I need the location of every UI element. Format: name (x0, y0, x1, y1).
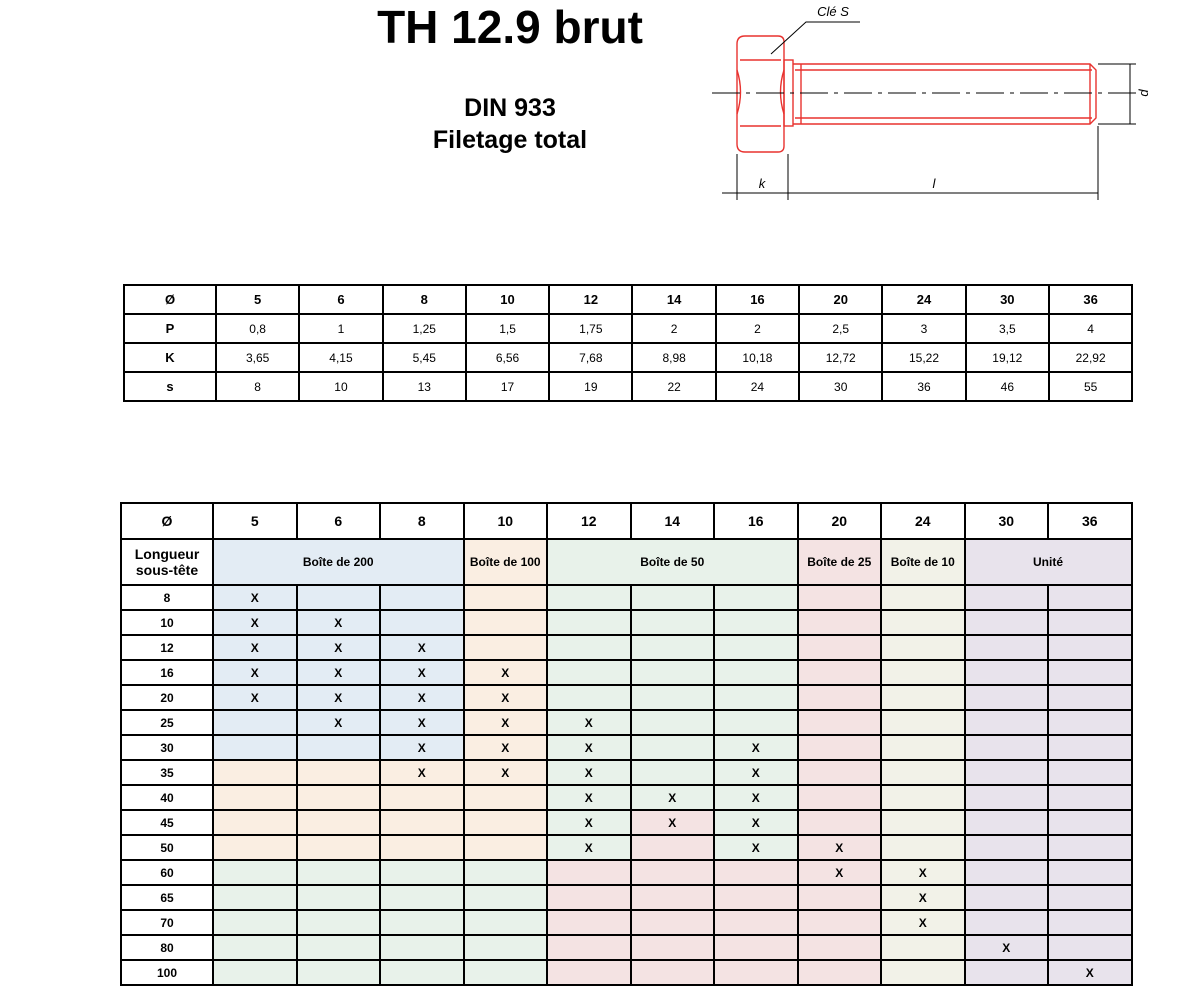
dimensions-table (123, 284, 1133, 402)
length-row (121, 685, 1132, 710)
availability-cell (798, 685, 882, 710)
length-cell: 50 (121, 835, 213, 860)
availability-cell (297, 835, 381, 860)
availability-cell (464, 910, 548, 935)
availability-cell (798, 710, 882, 735)
availability-cell (547, 610, 631, 635)
dimension-cell: 19 (549, 372, 632, 401)
availability-mark: X (714, 735, 798, 760)
availability-cell (297, 910, 381, 935)
availability-mark: X (631, 785, 715, 810)
length-cell: 70 (121, 910, 213, 935)
availability-cell (631, 910, 715, 935)
availability-cell (714, 585, 798, 610)
dimension-cell: 13 (383, 372, 466, 401)
dimension-cell: 20 (799, 285, 882, 314)
availability-mark: X (380, 685, 464, 710)
availability-cell (631, 885, 715, 910)
availability-cell (464, 635, 548, 660)
bolt-outline (737, 36, 1096, 152)
availability-cell (547, 910, 631, 935)
availability-mark: X (464, 760, 548, 785)
dimension-row-label: Ø (124, 285, 216, 314)
availability-mark: X (547, 835, 631, 860)
availability-cell (714, 685, 798, 710)
dimension-cell: 2,5 (799, 314, 882, 343)
availability-cell (631, 735, 715, 760)
availability-cell (213, 910, 297, 935)
availability-mark: X (297, 685, 381, 710)
length-cell: 100 (121, 960, 213, 985)
diameter-header-row (121, 503, 1132, 539)
availability-cell (881, 660, 965, 685)
availability-cell (631, 660, 715, 685)
availability-cell (213, 760, 297, 785)
dimension-cell: 4 (1049, 314, 1132, 343)
dimension-cell: 46 (966, 372, 1049, 401)
availability-cell (297, 960, 381, 985)
availability-cell (798, 735, 882, 760)
dimension-row-label: K (124, 343, 216, 372)
availability-mark: X (213, 610, 297, 635)
availability-cell (297, 935, 381, 960)
availability-cell (714, 910, 798, 935)
availability-mark: X (380, 635, 464, 660)
dimension-cell: 22 (632, 372, 715, 401)
availability-cell (798, 785, 882, 810)
dimension-cell: 24 (882, 285, 965, 314)
availability-cell (965, 710, 1049, 735)
availability-mark: X (380, 660, 464, 685)
length-header-label: Longueur sous-tête (121, 539, 213, 585)
packaging-row (121, 539, 1132, 585)
availability-cell (547, 885, 631, 910)
availability-cell (547, 635, 631, 660)
packaging-group: Boîte de 25 (798, 539, 882, 585)
length-row (121, 735, 1132, 760)
dimension-cell: 1,5 (466, 314, 549, 343)
availability-cell (965, 660, 1049, 685)
availability-cell (1048, 735, 1132, 760)
dimension-cell: 10,18 (716, 343, 799, 372)
dimension-cell: 36 (882, 372, 965, 401)
availability-mark: X (881, 860, 965, 885)
availability-cell (965, 860, 1049, 885)
availability-cell (881, 710, 965, 735)
availability-mark: X (213, 685, 297, 710)
dimension-cell: 19,12 (966, 343, 1049, 372)
availability-cell (380, 960, 464, 985)
availability-cell (380, 835, 464, 860)
availability-cell (881, 810, 965, 835)
availability-cell (714, 935, 798, 960)
availability-cell (1048, 860, 1132, 885)
dimension-row-label: P (124, 314, 216, 343)
length-cell: 25 (121, 710, 213, 735)
availability-cell (631, 585, 715, 610)
dimension-cell: 30 (966, 285, 1049, 314)
availability-cell (1048, 810, 1132, 835)
availability-mark: X (714, 835, 798, 860)
availability-cell (464, 585, 548, 610)
availability-cell (881, 735, 965, 760)
availability-cell (297, 585, 381, 610)
availability-mark: X (714, 810, 798, 835)
availability-cell (631, 835, 715, 860)
availability-cell (714, 660, 798, 685)
availability-cell (380, 785, 464, 810)
availability-cell (380, 810, 464, 835)
availability-cell (380, 610, 464, 635)
availability-mark: X (547, 710, 631, 735)
availability-cell (297, 760, 381, 785)
wrench-label: Clé S (817, 4, 849, 19)
packaging-group: Boîte de 10 (881, 539, 965, 585)
availability-cell (547, 960, 631, 985)
length-cell: 12 (121, 635, 213, 660)
availability-cell (881, 585, 965, 610)
availability-cell (213, 710, 297, 735)
availability-mark: X (464, 660, 548, 685)
availability-cell (798, 910, 882, 935)
availability-cell (965, 585, 1049, 610)
length-row (121, 960, 1132, 985)
availability-mark: X (213, 635, 297, 660)
availability-cell (380, 910, 464, 935)
availability-cell (1048, 760, 1132, 785)
dimension-cell: 22,92 (1049, 343, 1132, 372)
dimension-cell: 7,68 (549, 343, 632, 372)
thread-label: Filetage total (432, 126, 588, 154)
page-title: TH 12.9 brut (377, 1, 643, 53)
availability-cell (213, 785, 297, 810)
dimension-cell: 5 (216, 285, 299, 314)
diameter-header-cell: 10 (464, 503, 548, 539)
packaging-group: Boîte de 50 (547, 539, 798, 585)
dimension-cell: 8,98 (632, 343, 715, 372)
availability-cell (547, 935, 631, 960)
availability-mark: X (881, 885, 965, 910)
length-row (121, 610, 1132, 635)
availability-cell (464, 810, 548, 835)
availability-cell (1048, 610, 1132, 635)
availability-cell (297, 735, 381, 760)
dimension-row (124, 314, 1132, 343)
availability-cell (881, 635, 965, 660)
availability-cell (213, 935, 297, 960)
k-label: k (758, 176, 766, 191)
diameter-header-cell: 36 (1048, 503, 1132, 539)
dimension-cell: 14 (632, 285, 715, 314)
availability-cell (965, 910, 1049, 935)
dimension-cell: 4,15 (299, 343, 382, 372)
availability-cell (1048, 935, 1132, 960)
availability-cell (631, 760, 715, 785)
availability-cell (798, 585, 882, 610)
dimension-cell: 2 (632, 314, 715, 343)
length-row (121, 660, 1132, 685)
length-row (121, 935, 1132, 960)
availability-cell (1048, 885, 1132, 910)
availability-mark: X (297, 660, 381, 685)
availability-cell (1048, 835, 1132, 860)
length-cell: 16 (121, 660, 213, 685)
dimension-cell: 1 (299, 314, 382, 343)
availability-cell (965, 960, 1049, 985)
availability-cell (1048, 685, 1132, 710)
availability-cell (1048, 710, 1132, 735)
availability-cell (631, 635, 715, 660)
availability-cell (714, 885, 798, 910)
dimension-cell: 10 (466, 285, 549, 314)
availability-cell (714, 960, 798, 985)
availability-cell (213, 810, 297, 835)
availability-cell (631, 610, 715, 635)
dimension-cell: 12 (549, 285, 632, 314)
diameter-header-label: Ø (121, 503, 213, 539)
availability-cell (464, 935, 548, 960)
availability-cell (464, 835, 548, 860)
availability-cell (881, 935, 965, 960)
diameter-header-cell: 6 (297, 503, 381, 539)
dimension-cell: 3 (882, 314, 965, 343)
availability-cell (631, 710, 715, 735)
availability-cell (464, 610, 548, 635)
length-row (121, 810, 1132, 835)
packaging-group: Unité (965, 539, 1132, 585)
availability-mark: X (631, 810, 715, 835)
subtitle (380, 92, 640, 156)
availability-mark: X (380, 735, 464, 760)
availability-mark: X (798, 835, 882, 860)
length-row (121, 785, 1132, 810)
availability-mark: X (380, 710, 464, 735)
availability-mark: X (965, 935, 1049, 960)
dimension-cell: 1,25 (383, 314, 466, 343)
availability-cell (380, 860, 464, 885)
diameter-header-cell: 5 (213, 503, 297, 539)
availability-cell (213, 735, 297, 760)
availability-cell (965, 835, 1049, 860)
dimension-cell: 15,22 (882, 343, 965, 372)
availability-mark: X (464, 710, 548, 735)
availability-cell (380, 935, 464, 960)
availability-cell (1048, 785, 1132, 810)
availability-cell (547, 860, 631, 885)
length-cell: 30 (121, 735, 213, 760)
availability-cell (714, 710, 798, 735)
availability-cell (798, 885, 882, 910)
availability-cell (1048, 635, 1132, 660)
length-row (121, 910, 1132, 935)
dimension-cell: 1,75 (549, 314, 632, 343)
availability-cell (631, 860, 715, 885)
availability-cell (881, 760, 965, 785)
diameter-header-cell: 12 (547, 503, 631, 539)
length-cell: 40 (121, 785, 213, 810)
diameter-header-cell: 30 (965, 503, 1049, 539)
length-row (121, 860, 1132, 885)
length-cell: 60 (121, 860, 213, 885)
availability-cell (714, 635, 798, 660)
length-row (121, 835, 1132, 860)
diameter-header-cell: 24 (881, 503, 965, 539)
diameter-header-cell: 14 (631, 503, 715, 539)
availability-cell (1048, 660, 1132, 685)
length-cell: 20 (121, 685, 213, 710)
dimension-cell: 30 (799, 372, 882, 401)
availability-mark: X (464, 735, 548, 760)
dimension-cell: 8 (216, 372, 299, 401)
standard-label: DIN 933 (464, 94, 556, 122)
dimension-cell: 2 (716, 314, 799, 343)
dimension-row-label: s (124, 372, 216, 401)
availability-cell (881, 785, 965, 810)
availability-cell (798, 610, 882, 635)
availability-mark: X (714, 785, 798, 810)
dimension-row (124, 285, 1132, 314)
availability-cell (213, 860, 297, 885)
availability-cell (714, 860, 798, 885)
d-label: d (1136, 89, 1151, 97)
availability-cell (213, 960, 297, 985)
availability-cell (464, 885, 548, 910)
dimension-cell: 36 (1049, 285, 1132, 314)
length-cell: 35 (121, 760, 213, 785)
availability-cell (881, 610, 965, 635)
dimension-cell: 10 (299, 372, 382, 401)
availability-cell (798, 935, 882, 960)
availability-table (120, 502, 1133, 986)
availability-cell (1048, 585, 1132, 610)
availability-cell (464, 785, 548, 810)
availability-mark: X (547, 760, 631, 785)
availability-cell (631, 960, 715, 985)
availability-cell (965, 735, 1049, 760)
availability-mark: X (297, 610, 381, 635)
dimension-cell: 0,8 (216, 314, 299, 343)
availability-cell (881, 835, 965, 860)
availability-mark: X (881, 910, 965, 935)
dimension-lines (712, 22, 1140, 200)
availability-cell (965, 610, 1049, 635)
availability-mark: X (464, 685, 548, 710)
availability-cell (798, 810, 882, 835)
availability-cell (547, 660, 631, 685)
dimension-row (124, 343, 1132, 372)
dimension-cell: 17 (466, 372, 549, 401)
availability-mark: X (380, 760, 464, 785)
availability-cell (881, 685, 965, 710)
availability-cell (464, 960, 548, 985)
availability-mark: X (1048, 960, 1132, 985)
availability-cell (965, 685, 1049, 710)
diameter-header-cell: 16 (714, 503, 798, 539)
availability-cell (380, 885, 464, 910)
availability-mark: X (547, 810, 631, 835)
dimension-cell: 24 (716, 372, 799, 401)
availability-cell (297, 860, 381, 885)
availability-cell (464, 860, 548, 885)
availability-cell (1048, 910, 1132, 935)
availability-cell (965, 760, 1049, 785)
availability-cell (798, 660, 882, 685)
availability-mark: X (297, 710, 381, 735)
length-cell: 65 (121, 885, 213, 910)
availability-cell (965, 635, 1049, 660)
availability-cell (547, 585, 631, 610)
availability-mark: X (547, 735, 631, 760)
availability-cell (798, 760, 882, 785)
bolt-drawing (700, 0, 1160, 205)
availability-cell (714, 610, 798, 635)
availability-cell (297, 785, 381, 810)
availability-cell (213, 885, 297, 910)
dimension-cell: 6,56 (466, 343, 549, 372)
availability-cell (965, 885, 1049, 910)
availability-cell (798, 635, 882, 660)
availability-mark: X (798, 860, 882, 885)
dimension-cell: 3,5 (966, 314, 1049, 343)
availability-cell (881, 960, 965, 985)
length-row (121, 710, 1132, 735)
availability-cell (297, 810, 381, 835)
availability-mark: X (714, 760, 798, 785)
availability-mark: X (213, 660, 297, 685)
availability-cell (965, 810, 1049, 835)
length-cell: 45 (121, 810, 213, 835)
availability-mark: X (547, 785, 631, 810)
availability-cell (213, 835, 297, 860)
length-row (121, 760, 1132, 785)
packaging-group: Boîte de 100 (464, 539, 548, 585)
availability-mark: X (297, 635, 381, 660)
l-label: l (932, 176, 936, 191)
availability-cell (547, 685, 631, 710)
dimension-cell: 55 (1049, 372, 1132, 401)
availability-cell (297, 885, 381, 910)
availability-cell (798, 960, 882, 985)
dimension-cell: 5,45 (383, 343, 466, 372)
availability-cell (380, 585, 464, 610)
dimension-cell: 3,65 (216, 343, 299, 372)
availability-cell (965, 785, 1049, 810)
diameter-header-cell: 8 (380, 503, 464, 539)
length-row (121, 585, 1132, 610)
availability-cell (631, 935, 715, 960)
availability-cell (631, 685, 715, 710)
dimension-cell: 16 (716, 285, 799, 314)
length-row (121, 885, 1132, 910)
length-cell: 80 (121, 935, 213, 960)
availability-mark: X (213, 585, 297, 610)
diameter-header-cell: 20 (798, 503, 882, 539)
dimension-cell: 6 (299, 285, 382, 314)
dimension-cell: 8 (383, 285, 466, 314)
dimension-row (124, 372, 1132, 401)
length-cell: 8 (121, 585, 213, 610)
length-cell: 10 (121, 610, 213, 635)
length-row (121, 635, 1132, 660)
dimension-cell: 12,72 (799, 343, 882, 372)
packaging-group: Boîte de 200 (213, 539, 464, 585)
